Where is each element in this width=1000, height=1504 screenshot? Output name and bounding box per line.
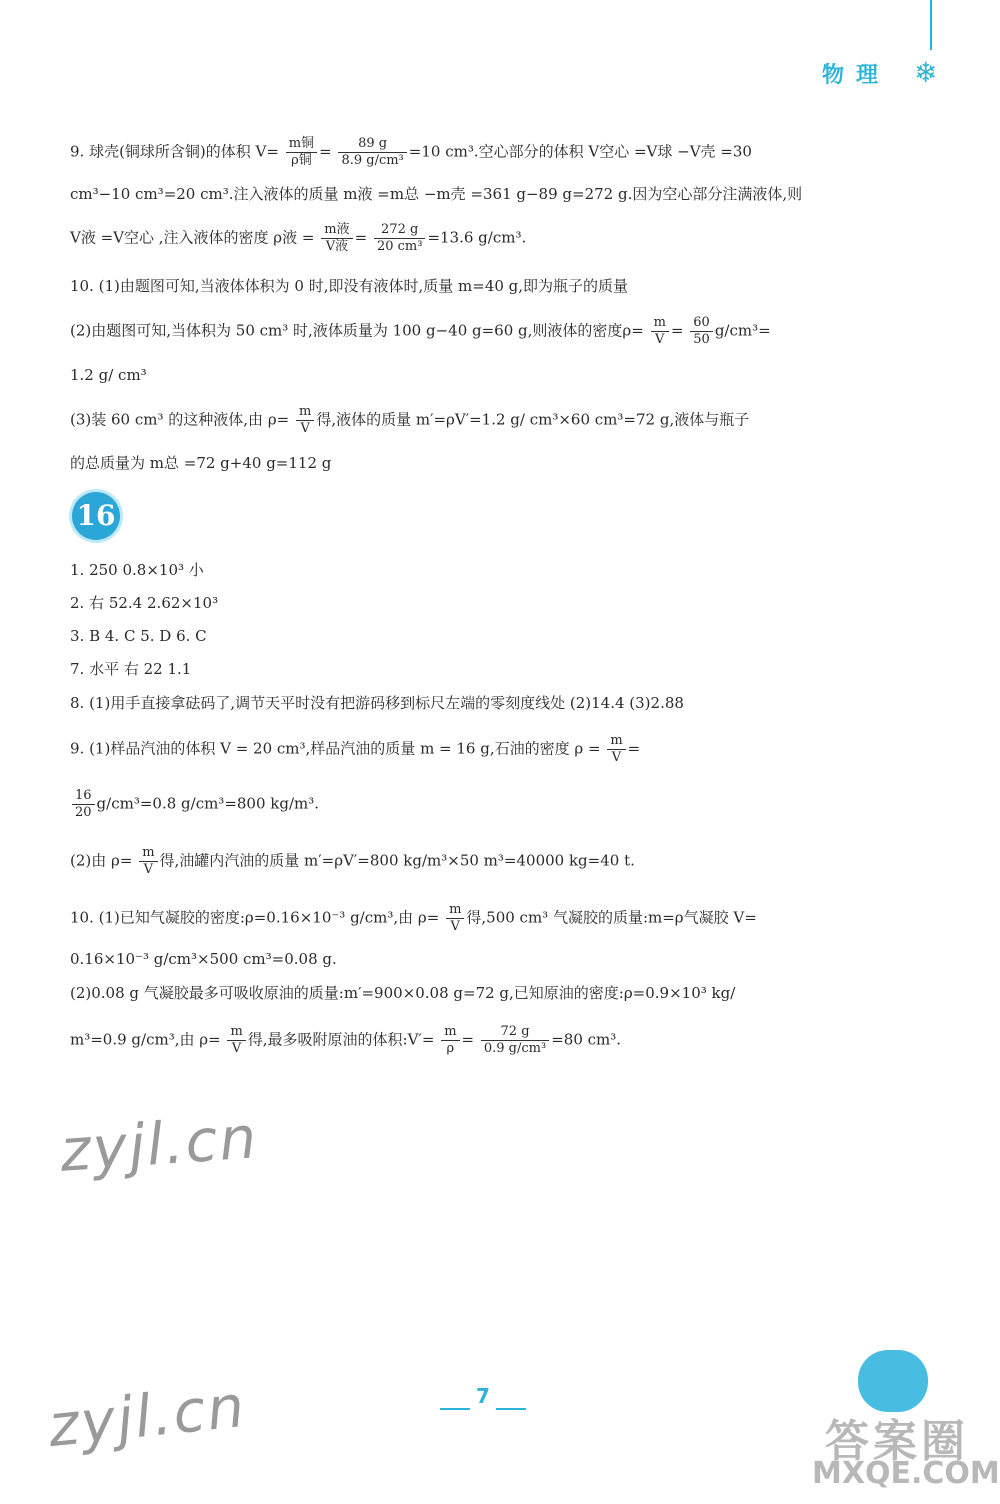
q9-line-2: cm³−10 cm³=20 cm³.注入液体的质量 m液 =m总 −m壳 =361 g−89 g=272 g.因为空心部分注满液体,则 — [70, 185, 803, 203]
answer-10-line-3: (2)0.08 g 气凝胶最多可吸收原油的质量:m′=900×0.08 g=72 g,已知原油的密度:ρ=0.9×10³ kg/ — [70, 984, 736, 1002]
answer-10-line-1: 10. (1)已知气凝胶的密度:ρ=0.16×10⁻³ g/cm³,由 ρ= $\frac{m}{V}$ 得,500 cm³ 气凝胶的质量:m=ρ气凝胶 V= — [70, 902, 757, 934]
page-rule-right — [496, 1408, 526, 1410]
q9-line-1: 9. 球壳(铜球所含铜)的体积 V= $\frac{\text{m铜}}{\text{ρ铜}}$ = $\frac{89 g}{\text{8.9 g/cm³}}$ =10 cm³.空心部分的体积 V空心 =V球 −V壳 =30 — [70, 136, 752, 168]
q10-part-1: 10. (1)由题图可知,当液体体积为 0 时,即没有液体时,质量 m=40 g,即为瓶子的质量 — [70, 277, 629, 295]
answer-9-line-3: (2)由 ρ= $\frac{m}{V}$ 得,油罐内汽油的质量 m′=ρV′=800 kg/m³×50 m³=40000 kg=40 t. — [70, 845, 635, 877]
q10-part-2-cont: 1.2 g/ cm³ — [70, 366, 147, 384]
q10-part-3: (3)装 60 cm³ 的这种液体,由 ρ= $\frac{m}{V}$ 得,液体的质量 m′=ρV′=1.2 g/ cm³×60 cm³=72 g,液体与瓶子 — [70, 404, 750, 436]
page-rule-left — [440, 1408, 470, 1410]
q10-part-3-cont: 的总质量为 m总 =72 g+40 g=112 g — [70, 454, 332, 472]
header-rule — [930, 0, 932, 50]
answer-1: 1. 250 0.8×10³ 小 — [70, 561, 204, 579]
q10-part-2: (2)由题图可知,当体积为 50 cm³ 时,液体质量为 100 g−40 g=60 g,则液体的密度ρ= $\frac{m}{V}$ = $\frac{60}{50}$ g/cm³= — [70, 315, 771, 347]
snowflake-icon: ❄ — [914, 56, 938, 89]
page-number: 7 — [476, 1384, 490, 1408]
badge-stamp-icon — [858, 1350, 928, 1412]
answer-10-line-2: 0.16×10⁻³ g/cm³×500 cm³=0.08 g. — [70, 950, 337, 968]
section-badge: 16 — [72, 492, 120, 540]
watermark-site: MXQE.COM — [812, 1456, 1000, 1491]
subject-title: 物理 — [822, 63, 891, 88]
answer-2: 2. 右 52.4 2.62×10³ — [70, 594, 219, 612]
answer-8: 8. (1)用手直接拿砝码了,调节天平时没有把游码移到标尺左端的零刻度线处 (2)14.4 (3)2.88 — [70, 694, 684, 712]
watermark-answer-circle: 答案圈 — [825, 1416, 969, 1467]
watermark-logo: zyjl.cn — [57, 1103, 261, 1185]
answer-10-line-4: m³=0.9 g/cm³,由 ρ= $\frac{m}{V}$ 得,最多吸附原油的体积:V′= $\frac{m}{\rho}$ = $\frac{72 g}{\text{0.9 g/cm³}}$ =80 cm³. — [70, 1024, 622, 1056]
watermark-logo-bottom: zyjl.cn — [44, 1371, 250, 1461]
answer-9-line-2: $\frac{16}{20}$ g/cm³=0.8 g/cm³=800 kg/m³. — [70, 788, 900, 821]
answer-3-6: 3. B 4. C 5. D 6. C — [70, 627, 207, 645]
answer-7: 7. 水平 右 22 1.1 — [70, 660, 192, 678]
answer-9-line-1: 9. (1)样品汽油的体积 V = 20 cm³,样品汽油的质量 m = 16 g,石油的密度 ρ = $\frac{m}{V}$ = — [70, 733, 641, 765]
q9-line-3: V液 =V空心 ,注入液体的密度 ρ液 = $\frac{\text{m液}}{\text{V液}}$ = $\frac{272 g}{\text{20 cm³}}$ =13.6 g/cm³. — [70, 222, 527, 254]
